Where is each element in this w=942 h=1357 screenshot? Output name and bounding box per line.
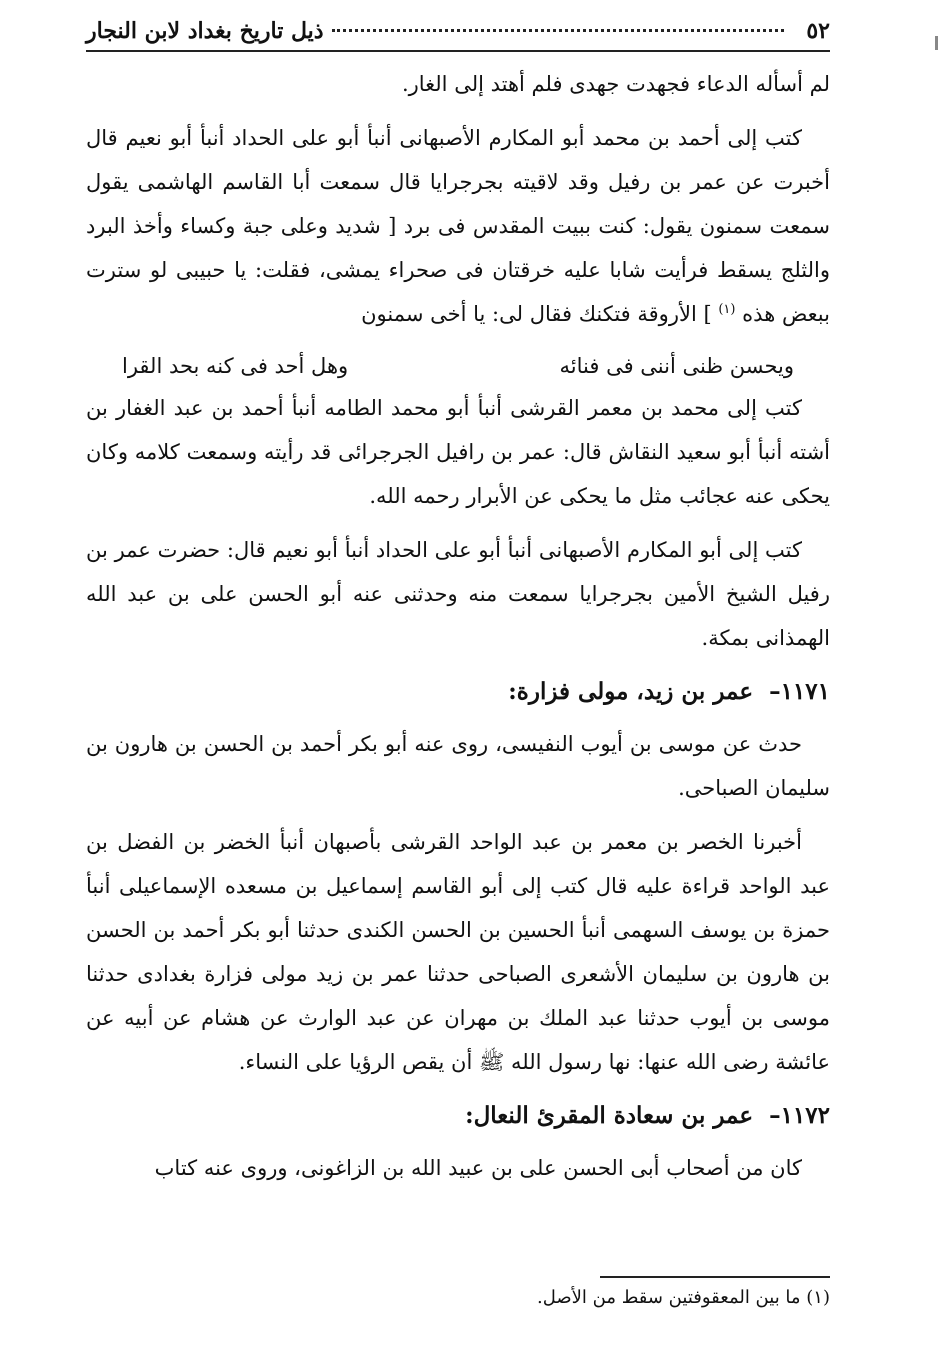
entry-heading-1172 [86,1094,830,1138]
paragraph-text-end: ] الأروقة فتكنك فقال لى: يا أخى سمنون [361,302,712,326]
entry-title: عمر بن سعادة المقرئ النعال: [465,1102,754,1129]
paragraph: كتب إلى محمد بن معمر القرشى أنبأ أبو محمد الطامه أنبأ أحمد بن عبد الغفار بن أشته أنبأ أبو سعيد النقاش قال: عمر بن رافيل الجرجرائى قد رأيته وسمعت كلامه وكان يحكى عنه عجائب مثل ما يحكى عن الأبرار رحمه الله. [86,396,830,508]
paragraph: حدث عن موسى بن أيوب النفيسى، روى عنه أبو بكر أحمد بن الحسن بن هارون بن سليمان الصباحى. [86,732,830,800]
paragraph-continuation: لم أسأله الدعاء فجهدت جهدى فلم أهتد إلى الغار. [401,72,830,96]
footnote-separator [600,1276,830,1278]
entry-title: عمر بن زيد، مولى فزارة: [508,678,754,705]
footnote: (١) ما بين المعقوفتين سقط من الأصل. [537,1287,830,1308]
page-number: ٥٢ [806,18,830,44]
entry-number: ١١٧٢– [769,1102,830,1129]
paragraph: كتب إلى أبو المكارم الأصبهانى أنبأ أبو على الحداد أنبأ أبو نعيم قال: حضرت عمر بن رفيل الشيخ الأمين بجرجرايا سمعت منه وحدثنى عنه أبو الحسن على بن عبد الله الهمذانى بمكة. [86,538,830,650]
page-body [86,62,830,1200]
paragraph-text: كتب إلى أحمد بن محمد أبو المكارم الأصبهانى أنبأ أبو على الحداد أنبأ أبو نعيم قال أخبرت عن عمر بن رفيل وقد لاقيته بجرجرايا قال سمعت أبا القاسم الهاشمى يقول سمعت سمنون يقول: كنت ببيت المقدس فى برد [ شديد وعلى جبة وكساء وأخذ البرد والثلج يسقط فرأيت شابا عليه خرقتان فى صحراء يمشى، فقلت: يا حبيبى لو سترت ببعض هذه [86,126,830,326]
verse-second-hemistich: وهل أحد فى كنه بحد القرا [122,354,349,378]
paragraph: كان من أصحاب أبى الحسن على بن عبيد الله بن الزاغونى، وروى عنه كتاب [154,1156,802,1180]
footnote-reference: (١) [718,302,736,317]
paragraph [86,116,830,336]
poetry-verse [122,346,794,386]
verse-first-hemistich: ويحسن ظنى أننى فى فنائه [559,354,794,378]
entry-heading-1171 [86,670,830,714]
paragraph: أخبرنا الخصر بن معمر بن عبد الواحد القرشى بأصبهان أنبأ الخضر بن الفضل بن عبد الواحد قراءة عليه قال كتب إلى أبو القاسم إسماعيل بن مسعده الإسماعيلى أنبأ حمزة بن يوسف السهمى أنبأ الحسين بن الحسن الكندى حدثنا أبو بكر أحمد بن الحسن بن هارون بن سليمان الأشعرى الصباحى حدثنا عمر بن زيد مولى فزارة بغدادى حدثنا موسى بن أيوب حدثنا عبد الملك بن مهران عن عبد الوارث عن هشام عن أبيه عن عائشة رضى الله عنها: نها رسول الله ﷺ أن يقص الرؤيا على النساء. [86,830,830,1074]
page-edge-mark [935,36,938,50]
header-dot-leader [332,29,785,32]
entry-number: ١١٧١– [769,678,830,705]
running-title: ذيل تاريخ بغداد لابن النجار [86,18,324,44]
running-header [86,18,830,52]
